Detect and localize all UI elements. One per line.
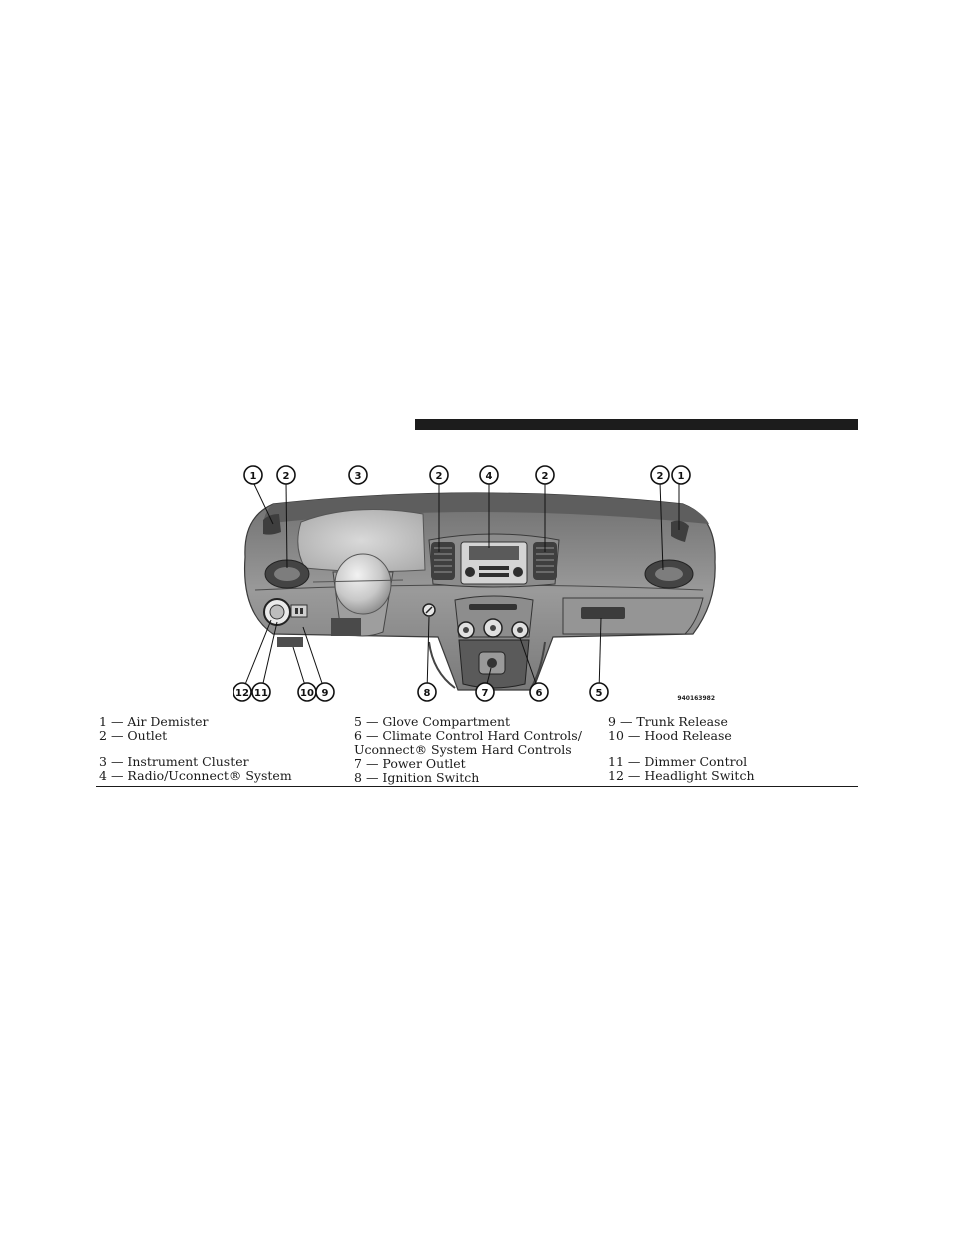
callouts-bottom <box>233 683 608 701</box>
legend-column-2 <box>354 715 582 785</box>
callout-bottom-8: 5 <box>595 688 603 699</box>
callout-bottom-3: 10 <box>300 688 314 699</box>
legend-item: 7 — Power Outlet <box>354 756 466 771</box>
legend-item: 5 — Glove Compartment <box>354 714 511 729</box>
legend-item: 12 — Headlight Switch <box>608 768 755 783</box>
callout-top-6: 2 <box>541 471 549 482</box>
callout-top-8: 1 <box>677 471 685 482</box>
legend-item: 4 — Radio/Uconnect® System <box>99 768 292 783</box>
legend-item: 9 — Trunk Release <box>608 714 728 729</box>
callout-bottom-1: 12 <box>235 688 249 699</box>
section-header-bar <box>415 419 858 430</box>
legend-item: 3 — Instrument Cluster <box>99 754 249 769</box>
callouts-top <box>244 466 690 484</box>
legend-column-3 <box>608 715 755 783</box>
dimmer-control <box>291 605 307 617</box>
legend-bottom-rule <box>96 786 858 787</box>
legend-item-continuation: Uconnect® System Hard Controls <box>354 742 572 757</box>
glove-handle <box>581 607 625 619</box>
legend-item: 6 — Climate Control Hard Controls/ <box>354 728 582 743</box>
climate-knobs <box>458 619 528 638</box>
callout-top-1: 1 <box>249 471 257 482</box>
callout-top-3: 3 <box>354 471 362 482</box>
callout-top-2: 2 <box>282 471 290 482</box>
legend-item: 1 — Air Demister <box>99 714 209 729</box>
legend-item: 10 — Hood Release <box>608 728 732 743</box>
legend-item: 2 — Outlet <box>99 728 168 743</box>
callout-top-4: 2 <box>435 471 443 482</box>
callout-bottom-2: 11 <box>254 688 268 699</box>
legend-item: 11 — Dimmer Control <box>608 754 748 769</box>
legend-item: 8 — Ignition Switch <box>354 770 480 785</box>
callout-top-5: 4 <box>485 471 493 482</box>
callout-bottom-5: 8 <box>423 688 431 699</box>
callout-top-7: 2 <box>656 471 664 482</box>
callout-bottom-7: 6 <box>535 688 543 699</box>
legend-column-1 <box>99 715 292 783</box>
figure-code: 940163982 <box>677 695 715 702</box>
dashboard-figure <box>233 462 719 706</box>
steering-hub <box>335 554 391 614</box>
dashboard-illustration <box>233 462 719 706</box>
callout-bottom-6: 7 <box>481 688 489 699</box>
hood-release <box>277 637 303 647</box>
callout-bottom-4: 9 <box>321 688 329 699</box>
